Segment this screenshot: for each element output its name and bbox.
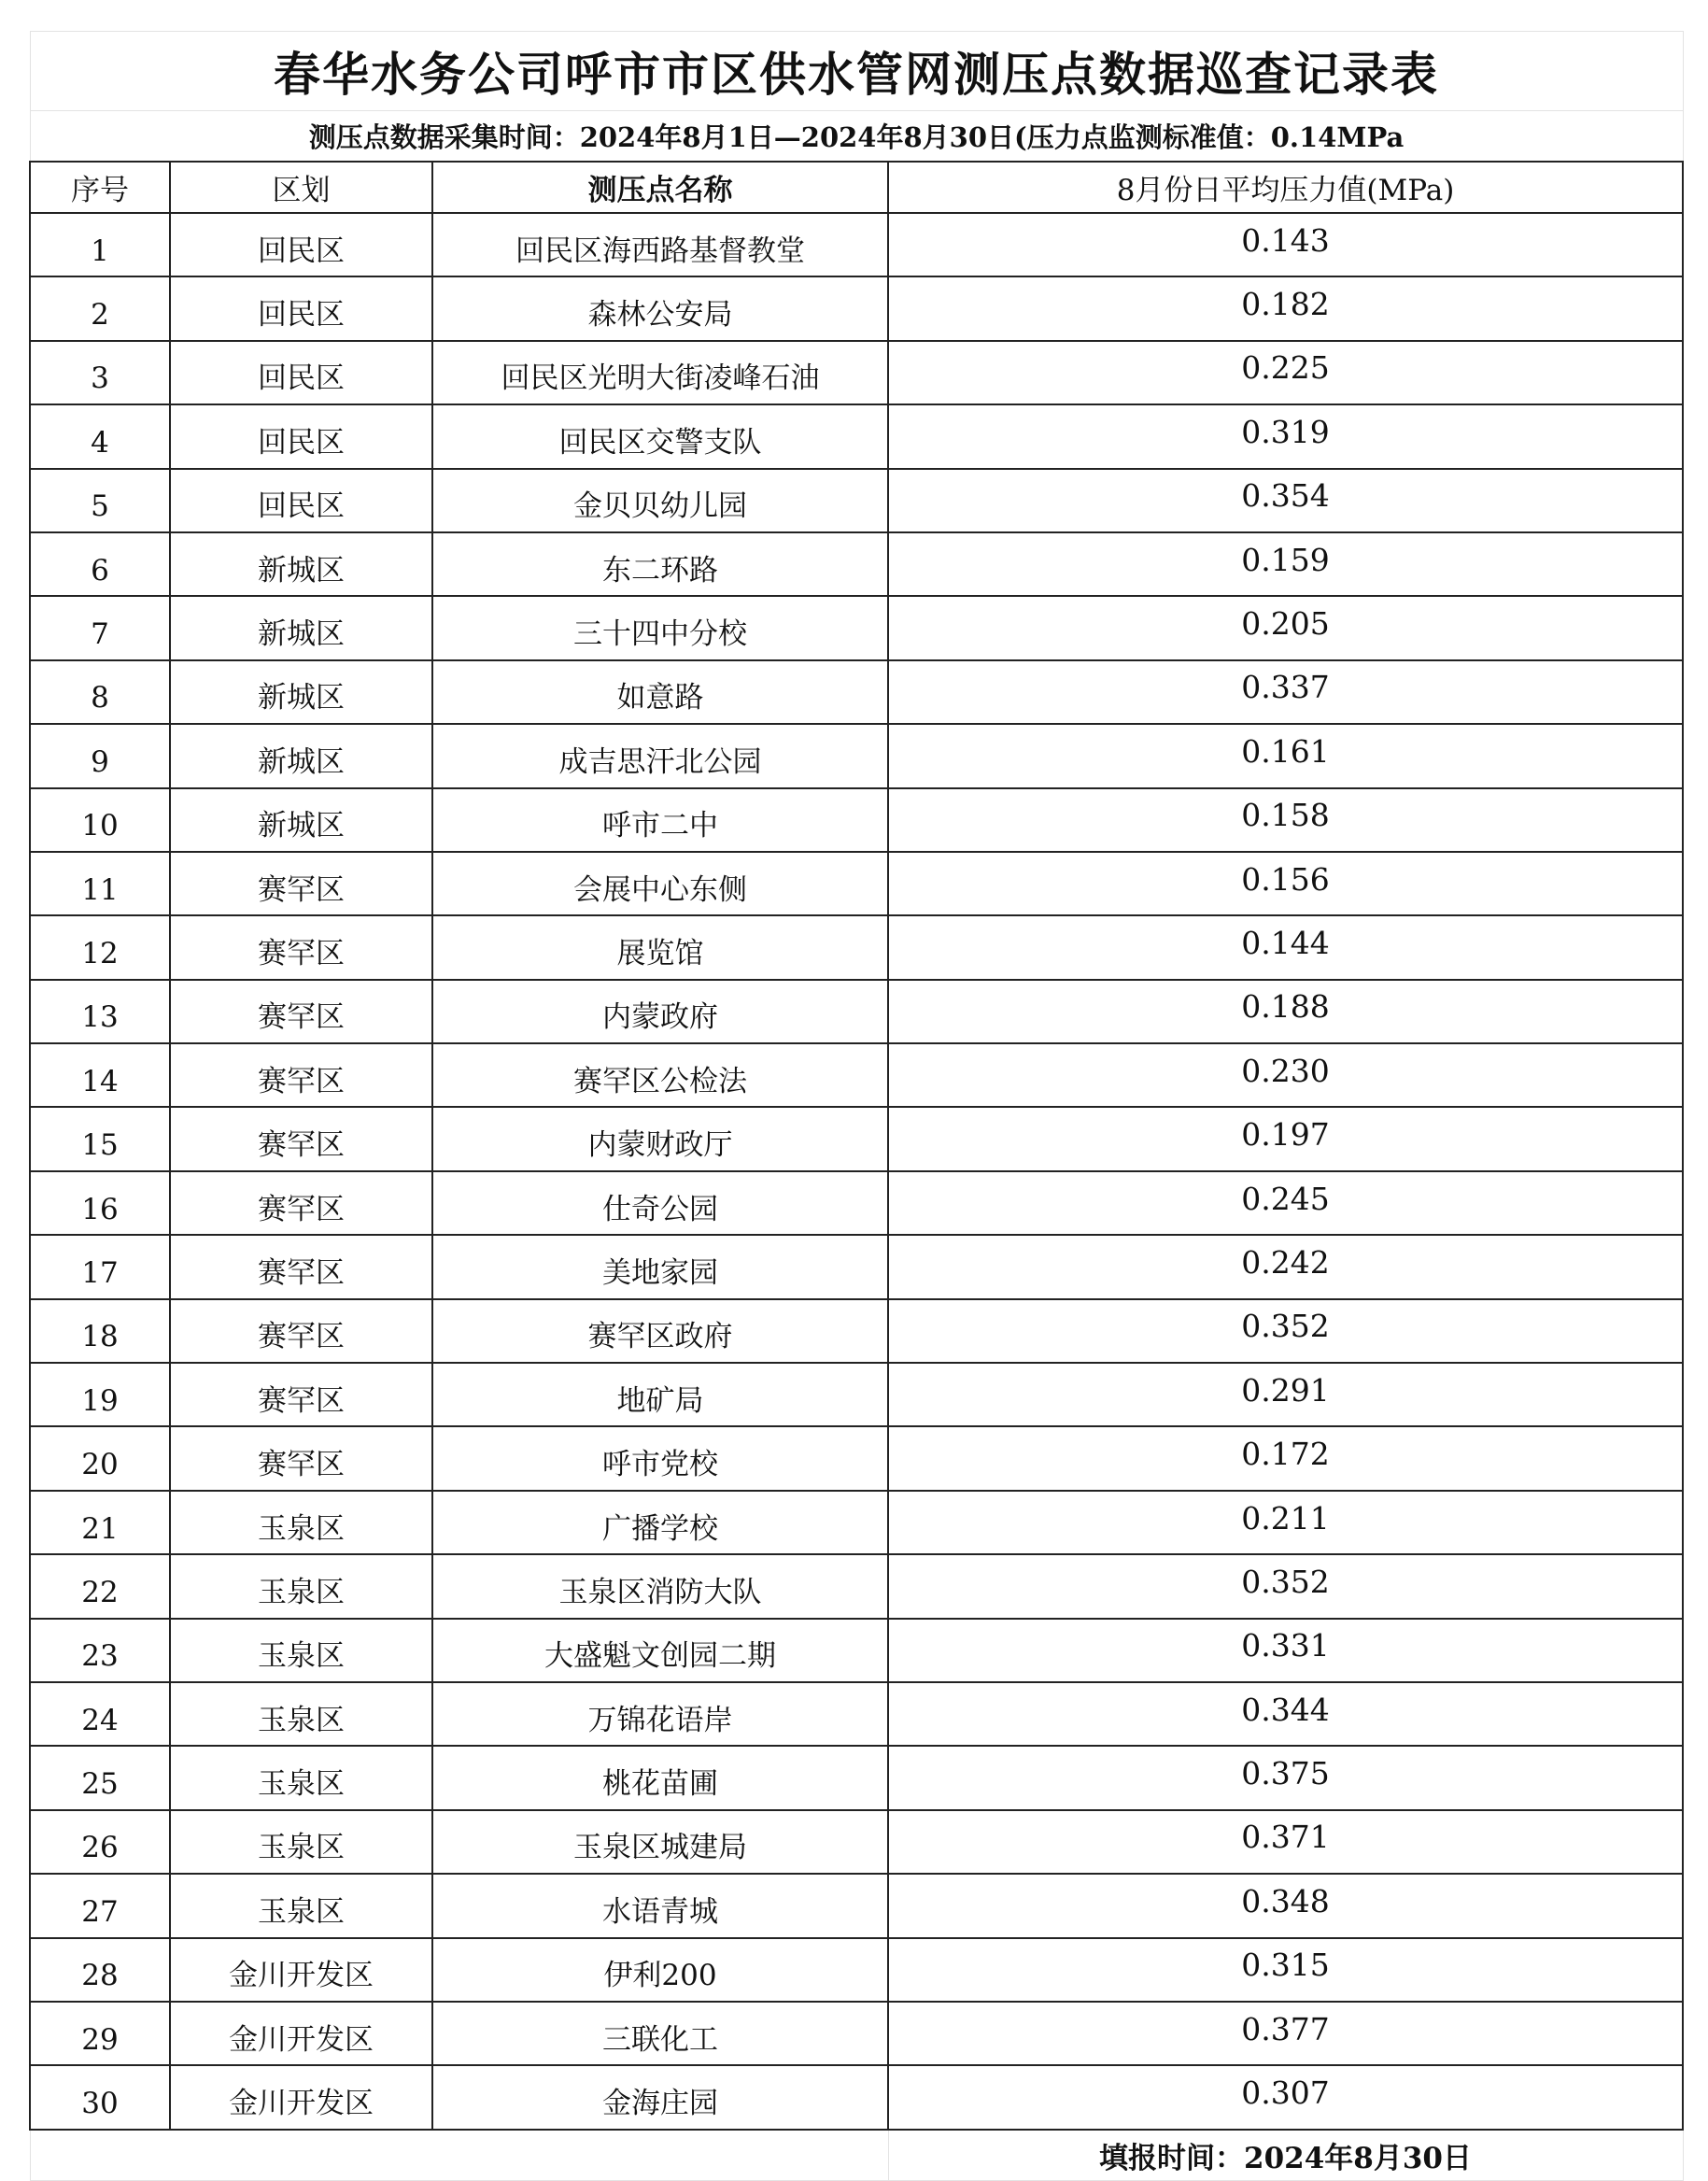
table-row [30,980,1683,1043]
cell-point-name: 呼市二中 [432,788,888,852]
table-row [30,852,1683,915]
cell-district: 新城区 [170,596,432,659]
cell-point-name: 回民区海西路基督教堂 [432,213,888,276]
cell-avg-pressure: 0.211 [888,1491,1683,1554]
table-row [30,1746,1683,1809]
cell-avg-pressure: 0.348 [888,1874,1683,1937]
cell-avg-pressure: 0.377 [888,2002,1683,2065]
fill-date: 填报时间：2024年8月30日 [888,2130,1683,2181]
cell-index: 27 [30,1874,170,1937]
header-point-name: 测压点名称 [432,162,888,213]
cell-point-name: 金海庄园 [432,2065,888,2129]
subtitle-row [30,111,1683,163]
cell-district: 赛罕区 [170,852,432,915]
cell-district: 玉泉区 [170,1810,432,1874]
cell-point-name: 玉泉区消防大队 [432,1554,888,1618]
cell-avg-pressure: 0.161 [888,724,1683,787]
cell-avg-pressure: 0.188 [888,980,1683,1043]
cell-index: 20 [30,1426,170,1490]
cell-avg-pressure: 0.197 [888,1107,1683,1170]
cell-avg-pressure: 0.242 [888,1235,1683,1298]
cell-index: 14 [30,1043,170,1107]
cell-index: 15 [30,1107,170,1170]
footer-row [30,2130,1683,2181]
header-row [30,162,1683,213]
cell-index: 10 [30,788,170,852]
cell-district: 金川开发区 [170,2065,432,2129]
cell-index: 28 [30,1938,170,2002]
cell-index: 9 [30,724,170,787]
cell-district: 回民区 [170,404,432,468]
cell-avg-pressure: 0.172 [888,1426,1683,1490]
table-row [30,596,1683,659]
table-row [30,1235,1683,1298]
cell-point-name: 赛罕区政府 [432,1299,888,1363]
cell-district: 新城区 [170,532,432,596]
table-row [30,1491,1683,1554]
header-avg-pressure: 8月份日平均压力值(MPa) [888,162,1683,213]
table-row [30,660,1683,724]
cell-avg-pressure: 0.307 [888,2065,1683,2129]
cell-district: 赛罕区 [170,1299,432,1363]
cell-point-name: 内蒙政府 [432,980,888,1043]
cell-district: 回民区 [170,276,432,340]
cell-point-name: 水语青城 [432,1874,888,1937]
cell-point-name: 森林公安局 [432,276,888,340]
cell-index: 22 [30,1554,170,1618]
cell-index: 24 [30,1682,170,1746]
cell-district: 赛罕区 [170,1171,432,1235]
cell-point-name: 回民区交警支队 [432,404,888,468]
cell-avg-pressure: 0.158 [888,788,1683,852]
cell-district: 金川开发区 [170,2002,432,2065]
cell-district: 回民区 [170,469,432,532]
cell-index: 30 [30,2065,170,2129]
cell-district: 金川开发区 [170,1938,432,2002]
cell-point-name: 三联化工 [432,2002,888,2065]
cell-index: 3 [30,341,170,404]
cell-index: 16 [30,1171,170,1235]
table-row [30,276,1683,340]
table-row [30,1171,1683,1235]
pressure-record-table [29,31,1684,2181]
cell-point-name: 金贝贝幼儿园 [432,469,888,532]
cell-district: 赛罕区 [170,1426,432,1490]
cell-avg-pressure: 0.371 [888,1810,1683,1874]
cell-index: 19 [30,1363,170,1426]
cell-index: 23 [30,1619,170,1682]
cell-index: 13 [30,980,170,1043]
cell-point-name: 地矿局 [432,1363,888,1426]
cell-district: 回民区 [170,213,432,276]
table-row [30,2065,1683,2129]
cell-avg-pressure: 0.205 [888,596,1683,659]
cell-avg-pressure: 0.156 [888,852,1683,915]
table-row [30,1682,1683,1746]
table-row [30,1874,1683,1937]
cell-district: 新城区 [170,660,432,724]
cell-avg-pressure: 0.352 [888,1299,1683,1363]
cell-point-name: 美地家园 [432,1235,888,1298]
header-index: 序号 [30,162,170,213]
page-title: 春华水务公司呼市市区供水管网测压点数据巡查记录表 [30,32,1683,111]
cell-point-name: 呼市党校 [432,1426,888,1490]
cell-avg-pressure: 0.159 [888,532,1683,596]
cell-index: 12 [30,915,170,979]
cell-index: 7 [30,596,170,659]
cell-point-name: 赛罕区公检法 [432,1043,888,1107]
cell-index: 17 [30,1235,170,1298]
cell-avg-pressure: 0.352 [888,1554,1683,1618]
cell-district: 赛罕区 [170,1043,432,1107]
footer-blank [30,2130,888,2181]
cell-point-name: 伊利200 [432,1938,888,2002]
cell-index: 25 [30,1746,170,1809]
cell-point-name: 桃花苗圃 [432,1746,888,1809]
table-row [30,1810,1683,1874]
cell-point-name: 广播学校 [432,1491,888,1554]
cell-district: 玉泉区 [170,1682,432,1746]
cell-avg-pressure: 0.375 [888,1746,1683,1809]
cell-avg-pressure: 0.331 [888,1619,1683,1682]
table-row [30,915,1683,979]
cell-index: 29 [30,2002,170,2065]
cell-point-name: 玉泉区城建局 [432,1810,888,1874]
cell-index: 1 [30,213,170,276]
table-row [30,1938,1683,2002]
cell-avg-pressure: 0.225 [888,341,1683,404]
cell-index: 6 [30,532,170,596]
table-row [30,404,1683,468]
cell-point-name: 如意路 [432,660,888,724]
cell-avg-pressure: 0.337 [888,660,1683,724]
cell-district: 玉泉区 [170,1554,432,1618]
cell-district: 新城区 [170,788,432,852]
table-row [30,1107,1683,1170]
cell-district: 赛罕区 [170,1235,432,1298]
cell-index: 18 [30,1299,170,1363]
table-row [30,1363,1683,1426]
cell-index: 11 [30,852,170,915]
table-row [30,724,1683,787]
table-row [30,532,1683,596]
cell-avg-pressure: 0.182 [888,276,1683,340]
cell-point-name: 内蒙财政厅 [432,1107,888,1170]
table-row [30,788,1683,852]
cell-avg-pressure: 0.344 [888,1682,1683,1746]
cell-avg-pressure: 0.291 [888,1363,1683,1426]
title-row [30,32,1683,111]
cell-index: 8 [30,660,170,724]
cell-point-name: 成吉思汗北公园 [432,724,888,787]
table-row [30,1554,1683,1618]
cell-index: 4 [30,404,170,468]
cell-point-name: 大盛魁文创园二期 [432,1619,888,1682]
cell-point-name: 三十四中分校 [432,596,888,659]
cell-avg-pressure: 0.144 [888,915,1683,979]
header-district: 区划 [170,162,432,213]
cell-point-name: 万锦花语岸 [432,1682,888,1746]
cell-index: 26 [30,1810,170,1874]
cell-district: 玉泉区 [170,1746,432,1809]
cell-point-name: 仕奇公园 [432,1171,888,1235]
table-row [30,1619,1683,1682]
collection-period: 测压点数据采集时间：2024年8月1日—2024年8月30日(压力点监测标准值：0.14MPa [30,111,1683,163]
cell-point-name: 会展中心东侧 [432,852,888,915]
table-row [30,213,1683,276]
cell-avg-pressure: 0.315 [888,1938,1683,2002]
cell-district: 玉泉区 [170,1491,432,1554]
table-row [30,1043,1683,1107]
cell-avg-pressure: 0.230 [888,1043,1683,1107]
cell-district: 回民区 [170,341,432,404]
table-row [30,1426,1683,1490]
cell-avg-pressure: 0.319 [888,404,1683,468]
cell-district: 玉泉区 [170,1874,432,1937]
cell-avg-pressure: 0.245 [888,1171,1683,1235]
table-row [30,2002,1683,2065]
cell-avg-pressure: 0.143 [888,213,1683,276]
table-row [30,341,1683,404]
table-row [30,469,1683,532]
cell-point-name: 东二环路 [432,532,888,596]
cell-avg-pressure: 0.354 [888,469,1683,532]
cell-district: 赛罕区 [170,915,432,979]
cell-point-name: 回民区光明大街凌峰石油 [432,341,888,404]
cell-district: 玉泉区 [170,1619,432,1682]
cell-index: 21 [30,1491,170,1554]
cell-district: 赛罕区 [170,1363,432,1426]
cell-district: 新城区 [170,724,432,787]
table-row [30,1299,1683,1363]
cell-point-name: 展览馆 [432,915,888,979]
cell-district: 赛罕区 [170,980,432,1043]
cell-index: 5 [30,469,170,532]
cell-index: 2 [30,276,170,340]
cell-district: 赛罕区 [170,1107,432,1170]
